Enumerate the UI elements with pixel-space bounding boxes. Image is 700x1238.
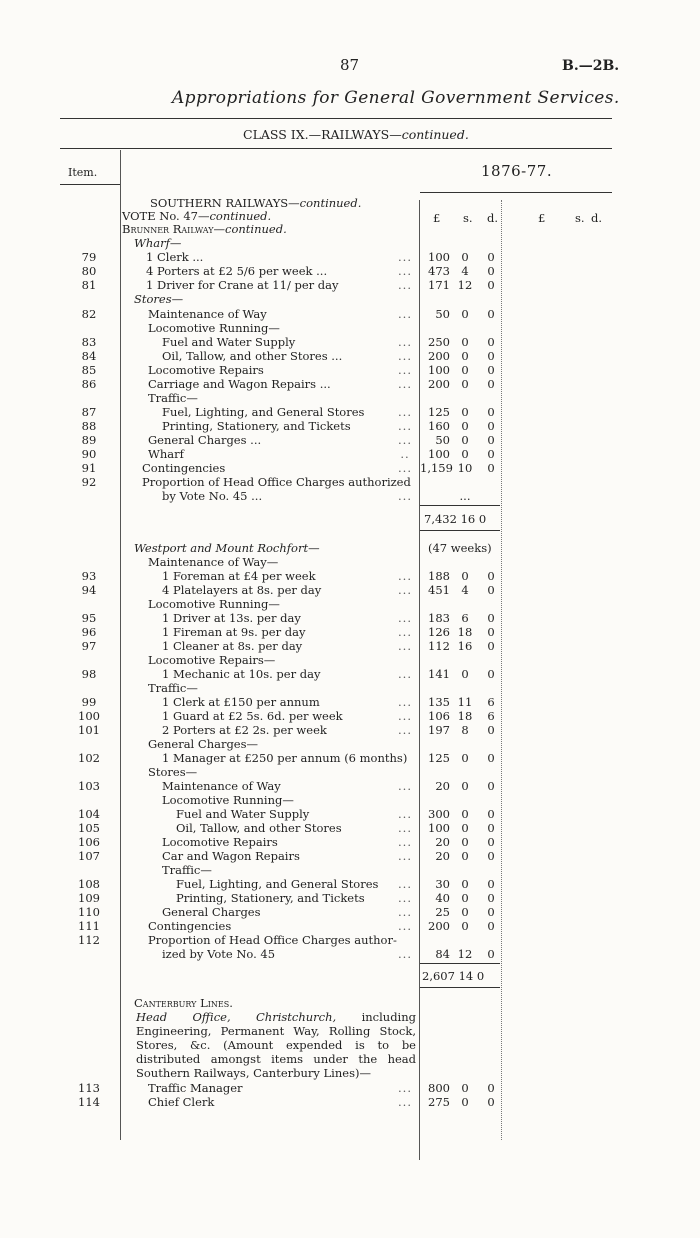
table-row: 99 1 Clerk at £150 per annum ... 135 11 6 bbox=[81, 695, 495, 709]
table-row: 104 Fuel and Water Supply ... 300 0 0 bbox=[78, 807, 495, 821]
westport-weeks: (47 weeks) bbox=[428, 541, 492, 555]
item-header-rule bbox=[60, 184, 120, 185]
shillings-header-2: s. bbox=[575, 211, 585, 225]
table-row: 109 Printing, Stationery, and Tickets ... 40 0 0 bbox=[78, 891, 495, 905]
loco-running-subheading: Locomotive Running— bbox=[148, 321, 280, 335]
wharf-subheading: Wharf— bbox=[134, 236, 182, 250]
canterbury-heading: Canterbury Lines. bbox=[134, 996, 233, 1010]
subtotal-rule bbox=[420, 987, 500, 988]
subtotal-rule bbox=[420, 530, 500, 531]
page-subtitle: Appropriations for General Government Services. bbox=[172, 88, 620, 108]
table-top-rule bbox=[60, 148, 612, 149]
pounds-header-2: £ bbox=[538, 211, 546, 225]
table-row: 96 1 Fireman at 9s. per day ... 126 18 0 bbox=[81, 625, 495, 639]
head-office-paragraph: Head Office, Christchurch, including Engineering, Permanent Way, Rolling Stock, Stores, &c. (Amount expended is to be distributed amongst items under the head Southern Railways, Canterbury Lines)— bbox=[136, 1010, 416, 1080]
header-rule bbox=[60, 118, 612, 119]
table-row: 94 4 Platelayers at 8s. per day ... 451 4 0 bbox=[81, 583, 495, 597]
loco-running-subheading: Locomotive Running— bbox=[162, 793, 294, 807]
table-row: 81 1 Driver for Crane at 11/ per day ... 171 12 0 bbox=[81, 278, 495, 292]
pence-header-2: d. bbox=[591, 211, 603, 225]
table-row: 113 Traffic Manager ... 800 0 0 bbox=[78, 1081, 495, 1095]
subtotal-rule bbox=[420, 963, 500, 964]
table-row: 100 1 Guard at £2 5s. 6d. per week ... 106 18 6 bbox=[78, 709, 495, 723]
traffic-subheading: Traffic— bbox=[148, 681, 198, 695]
table-row: 92 Proportion of Head Office Charges authorized bbox=[81, 475, 411, 489]
loco-repairs-subheading: Locomotive Repairs— bbox=[148, 653, 276, 667]
table-row: 90 Wharf .. 100 0 0 bbox=[81, 447, 495, 461]
table-row: 83 Fuel and Water Supply ... 250 0 0 bbox=[81, 335, 495, 349]
table-row: 86 Carriage and Wagon Repairs ... ... 200 0 0 bbox=[81, 377, 495, 391]
traffic-subheading: Traffic— bbox=[162, 863, 212, 877]
shillings-header: s. bbox=[463, 211, 473, 225]
document-reference: B.—2B. bbox=[562, 58, 620, 74]
class-title: CLASS IX.—RAILWAYS—continued. bbox=[243, 127, 469, 142]
table-row: 111 Contingencies ... 200 0 0 bbox=[78, 919, 495, 933]
westport-total: 2,607 14 0 bbox=[422, 969, 485, 983]
pounds-header: £ bbox=[433, 211, 441, 225]
page-number: 87 bbox=[340, 56, 360, 74]
subtotal-rule bbox=[420, 505, 500, 506]
stores-subheading: Stores— bbox=[148, 765, 198, 779]
table-row: 110 General Charges ... 25 0 0 bbox=[78, 905, 495, 919]
table-row: 89 General Charges ... ... 50 0 0 bbox=[81, 433, 495, 447]
table-row: 101 2 Porters at £2 2s. per week ... 197 8 0 bbox=[78, 723, 495, 737]
section-title-southern: SOUTHERN RAILWAYS—continued. bbox=[150, 196, 362, 210]
loco-running-subheading: Locomotive Running— bbox=[148, 597, 280, 611]
general-charges-subheading: General Charges— bbox=[148, 737, 259, 751]
table-row: 88 Printing, Stationery, and Tickets ... 160 0 0 bbox=[81, 419, 495, 433]
table-row: 98 1 Mechanic at 10s. per day ... 141 0 0 bbox=[81, 667, 495, 681]
table-row-continuation: by Vote No. 45 ... ... ... bbox=[162, 489, 471, 503]
table-row: 112 Proportion of Head Office Charges author- bbox=[78, 933, 397, 947]
maintenance-subheading: Maintenance of Way— bbox=[148, 555, 279, 569]
brunner-total: 7,432 16 0 bbox=[424, 512, 487, 526]
pence-header: d. bbox=[487, 211, 499, 225]
table-row: 103 Maintenance of Way ... 20 0 0 bbox=[78, 779, 495, 793]
table-row: 79 1 Clerk ... ... 100 0 0 bbox=[81, 250, 495, 264]
item-column-header: Item. bbox=[68, 166, 98, 179]
table-row: 95 1 Driver at 13s. per day ... 183 6 0 bbox=[81, 611, 495, 625]
table-row: 105 Oil, Tallow, and other Stores ... 100 0 0 bbox=[78, 821, 495, 835]
stores-subheading: Stores— bbox=[134, 292, 184, 306]
table-row: 91 Contingencies ... 1,159 10 0 bbox=[81, 461, 495, 475]
traffic-subheading: Traffic— bbox=[148, 391, 198, 405]
table-row: 85 Locomotive Repairs ... 100 0 0 bbox=[81, 363, 495, 377]
table-row: 82 Maintenance of Way ... 50 0 0 bbox=[81, 307, 495, 321]
table-row: 84 Oil, Tallow, and other Stores ... ... 200 0 0 bbox=[81, 349, 495, 363]
table-row: 107 Car and Wagon Repairs ... 20 0 0 bbox=[78, 849, 495, 863]
table-row: 106 Locomotive Repairs ... 20 0 0 bbox=[78, 835, 495, 849]
westport-heading: Westport and Mount Rochfort— bbox=[134, 541, 320, 555]
table-row: 97 1 Cleaner at 8s. per day ... 112 16 0 bbox=[81, 639, 495, 653]
brunner-heading: Brunner Railway—continued. bbox=[122, 222, 287, 236]
table-row: 80 4 Porters at £2 5/6 per week ... ... 473 4 0 bbox=[81, 264, 495, 278]
year-header: 1876-77. bbox=[481, 162, 553, 180]
table-row-continuation: ized by Vote No. 45 ... 84 12 0 bbox=[162, 947, 495, 961]
table-row: 108 Fuel, Lighting, and General Stores ... 30 0 0 bbox=[78, 877, 495, 891]
vote-heading: VOTE No. 47—continued. bbox=[122, 209, 272, 223]
table-row: 114 Chief Clerk ... 275 0 0 bbox=[78, 1095, 495, 1109]
table-row: 102 1 Manager at £250 per annum (6 months) 125 0 0 bbox=[78, 751, 495, 765]
year-header-rule bbox=[420, 192, 612, 193]
table-row: 87 Fuel, Lighting, and General Stores ... 125 0 0 bbox=[81, 405, 495, 419]
table-row: 93 1 Foreman at £4 per week ... 188 0 0 bbox=[81, 569, 495, 583]
